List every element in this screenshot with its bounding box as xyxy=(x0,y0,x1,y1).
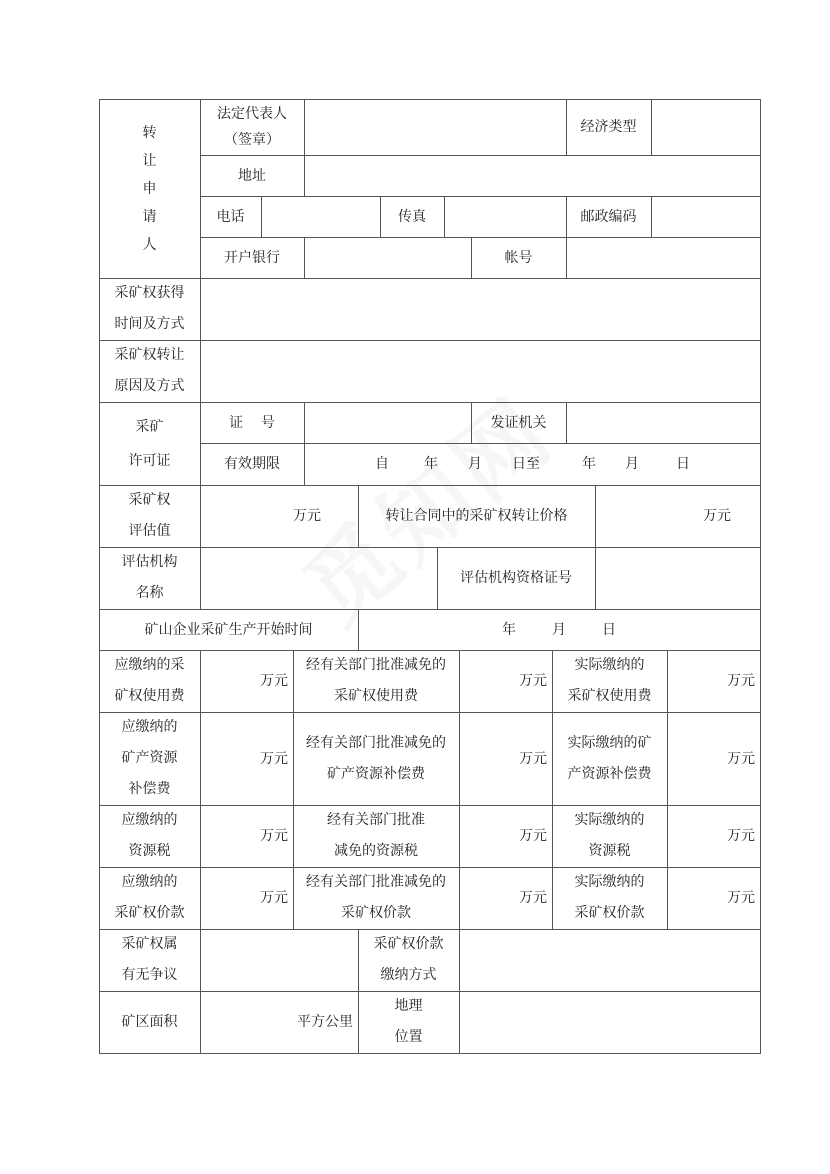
account-label: 帐号 xyxy=(504,249,533,266)
tax-actual-label: 实际缴纳的 资源税 xyxy=(574,812,645,859)
production-start-label: 矿山企业采矿生产开始时间 xyxy=(144,621,313,638)
postcode-field[interactable] xyxy=(652,197,760,237)
fee-due-label: 应缴纳的采 矿权使用费 xyxy=(114,657,185,704)
contract-price-label: 转让合同中的采矿权转让价格 xyxy=(385,508,568,524)
appraisal-org-field[interactable] xyxy=(201,548,437,609)
period-month-1: 月 xyxy=(468,456,482,472)
period-year-1: 年 xyxy=(424,456,438,472)
fee-due-unit: 万元 xyxy=(260,673,288,689)
fee-exempt-label: 经有关部门批准减免的 采矿权使用费 xyxy=(306,657,446,704)
table-border xyxy=(99,1053,761,1054)
period-day-to: 日至 xyxy=(512,456,540,472)
comp-actual-label: 实际缴纳的矿 产资源补偿费 xyxy=(567,734,652,782)
legal-rep-field[interactable] xyxy=(305,100,566,155)
cert-no-field[interactable] xyxy=(305,403,471,443)
date-day: 日 xyxy=(602,621,616,638)
bank-field[interactable] xyxy=(305,238,471,278)
phone-field[interactable] xyxy=(262,197,380,237)
area-label: 矿区面积 xyxy=(121,1014,178,1030)
cert-no-label: 证 号 xyxy=(229,414,275,431)
bank-label: 开户银行 xyxy=(224,249,280,266)
appraisal-value-label: 采矿权 评估值 xyxy=(128,492,171,539)
tax-exempt-unit: 万元 xyxy=(519,828,547,844)
appraisal-cert-field[interactable] xyxy=(596,548,760,609)
price-actual-unit: 万元 xyxy=(727,890,755,906)
table-rule xyxy=(358,609,359,651)
location-field[interactable] xyxy=(460,992,760,1053)
valid-period-label: 有效期限 xyxy=(224,456,280,472)
comp-exempt-label: 经有关部门批准减免的 矿产资源补偿费 xyxy=(306,734,446,782)
appraisal-value-unit: 万元 xyxy=(293,508,321,524)
tax-actual-unit: 万元 xyxy=(727,828,755,844)
fee-exempt-unit: 万元 xyxy=(519,673,547,689)
payment-method-label: 采矿权价款 缴纳方式 xyxy=(373,936,444,983)
comp-due-unit: 万元 xyxy=(260,750,288,767)
table-border xyxy=(760,99,761,1054)
acquire-time-field[interactable] xyxy=(201,279,760,340)
comp-actual-unit: 万元 xyxy=(727,750,755,767)
contract-price-unit: 万元 xyxy=(703,508,731,524)
phone-label: 电话 xyxy=(216,208,245,225)
appraisal-org-label: 评估机构 名称 xyxy=(121,554,178,601)
tax-exempt-label: 经有关部门批准 减免的资源税 xyxy=(327,812,425,859)
comp-due-label: 应缴纳的 矿产资源 补偿费 xyxy=(121,719,178,797)
economic-type-label: 经济类型 xyxy=(580,119,637,135)
fax-field[interactable] xyxy=(445,197,566,237)
issuer-label: 发证机关 xyxy=(490,414,547,431)
address-label: 地址 xyxy=(238,167,266,184)
appraisal-cert-label: 评估机构资格证号 xyxy=(460,570,572,586)
fee-actual-label: 实际缴纳的 采矿权使用费 xyxy=(567,657,652,704)
table-rule xyxy=(595,485,596,548)
dispute-label: 采矿权属 有无争议 xyxy=(121,936,178,983)
period-month-2: 月 xyxy=(625,456,639,472)
postcode-label: 邮政编码 xyxy=(580,208,637,225)
comp-exempt-unit: 万元 xyxy=(519,750,547,767)
acquire-time-label: 采矿权获得 时间及方式 xyxy=(114,285,185,332)
tax-due-unit: 万元 xyxy=(260,828,288,844)
table-rule xyxy=(200,485,201,548)
fee-actual-unit: 万元 xyxy=(727,673,755,689)
transfer-reason-label: 采矿权转让 原因及方式 xyxy=(114,347,185,394)
area-unit: 平方公里 xyxy=(297,1014,353,1030)
date-month: 月 xyxy=(552,621,566,638)
price-exempt-label: 经有关部门批准减免的 采矿权价款 xyxy=(306,874,446,921)
transfer-reason-field[interactable] xyxy=(201,341,760,402)
period-year-2: 年 xyxy=(582,456,596,472)
applicant-group-label: 转 让 申 请 人 xyxy=(142,124,157,253)
address-field[interactable] xyxy=(305,156,760,196)
location-label: 地理 位置 xyxy=(394,998,423,1045)
account-field[interactable] xyxy=(567,238,760,278)
price-exempt-unit: 万元 xyxy=(519,890,547,906)
legal-rep-label: 法定代表人 （签章） xyxy=(217,106,287,148)
tax-due-label: 应缴纳的 资源税 xyxy=(121,812,178,859)
fax-label: 传真 xyxy=(398,208,426,225)
price-due-label: 应缴纳的 采矿权价款 xyxy=(114,874,185,921)
period-day-2: 日 xyxy=(676,456,690,472)
price-actual-label: 实际缴纳的 采矿权价款 xyxy=(574,874,645,921)
payment-method-field[interactable] xyxy=(460,930,760,991)
date-year: 年 xyxy=(502,621,516,638)
period-from: 自 xyxy=(375,456,389,472)
price-due-unit: 万元 xyxy=(260,890,288,906)
economic-type-field[interactable] xyxy=(652,100,760,155)
dispute-field[interactable] xyxy=(201,930,358,991)
license-label: 采矿 许可证 xyxy=(128,418,171,469)
issuer-field[interactable] xyxy=(567,403,760,443)
